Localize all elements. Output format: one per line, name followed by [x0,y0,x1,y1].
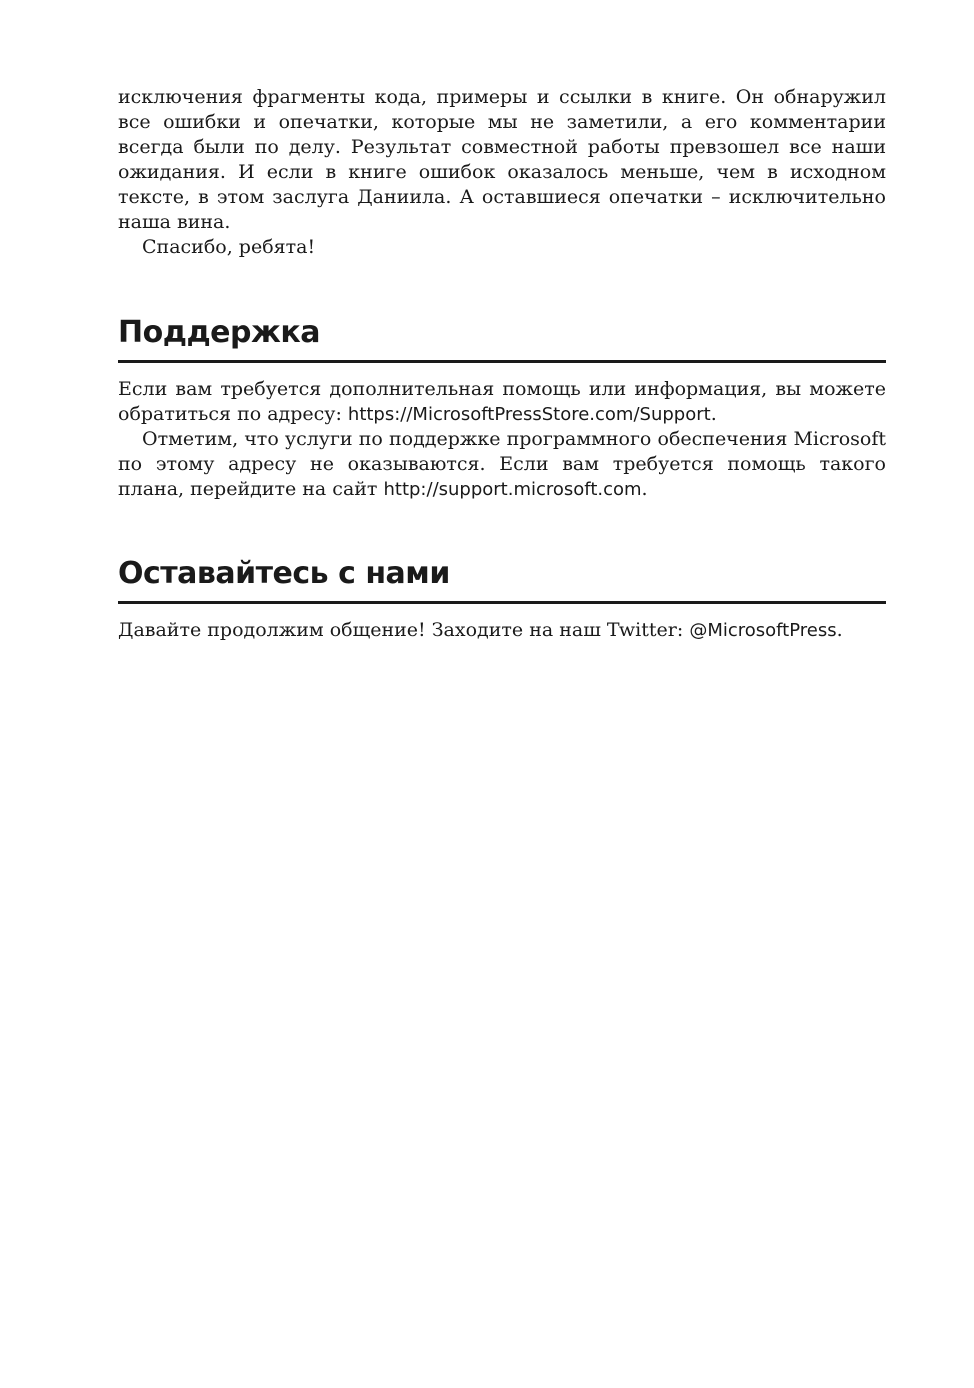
support-store-link[interactable]: https://MicrosoftPressStore.com/Support [347,404,711,425]
thanks-paragraph: Спасибо, ребята! [142,236,316,258]
page-body [118,85,886,643]
stay-section [118,557,886,643]
stay-p1-end: . [836,619,843,641]
stay-p1-text: Давайте продолжим общение! Заходите на наш Twitter: [118,619,690,641]
support-microsoft-link[interactable]: http://support.microsoft.com [383,479,642,500]
support-heading: Поддержка [118,315,320,350]
support-section [118,316,886,502]
support-p2-text: Отметим, что услуги по поддержке программного обеспечения Microsoft по этому адресу не оказываются. Если вам требуется помощь такого плана, перейдите на сайт [118,428,886,500]
support-paragraph-2 [118,427,886,502]
stay-heading-rule [118,601,886,604]
twitter-handle-link[interactable]: @MicrosoftPress [689,620,837,641]
support-heading-rule [118,360,886,363]
intro-paragraph: исключения фрагменты кода, примеры и ссылки в книге. Он обнаружил все ошибки и опечатки, которые мы не заметили, а его комментарии всегда были по делу. Результат совместной работы превзошел все наши ожидания. И если в книге ошибок оказалось меньше, чем в исходном тексте, в этом заслуга Даниила. А оставшиеся опечатки – исключительно наша вина. [118,86,886,233]
support-p1-text: Если вам требуется дополнительная помощь или информация, вы можете обратиться по адресу: [118,378,886,425]
support-p2-end: . [641,478,648,500]
stay-heading: Оставайтесь с нами [118,556,450,591]
support-paragraph-1 [118,377,886,427]
stay-paragraph [118,618,886,643]
support-p1-end: . [710,403,717,425]
